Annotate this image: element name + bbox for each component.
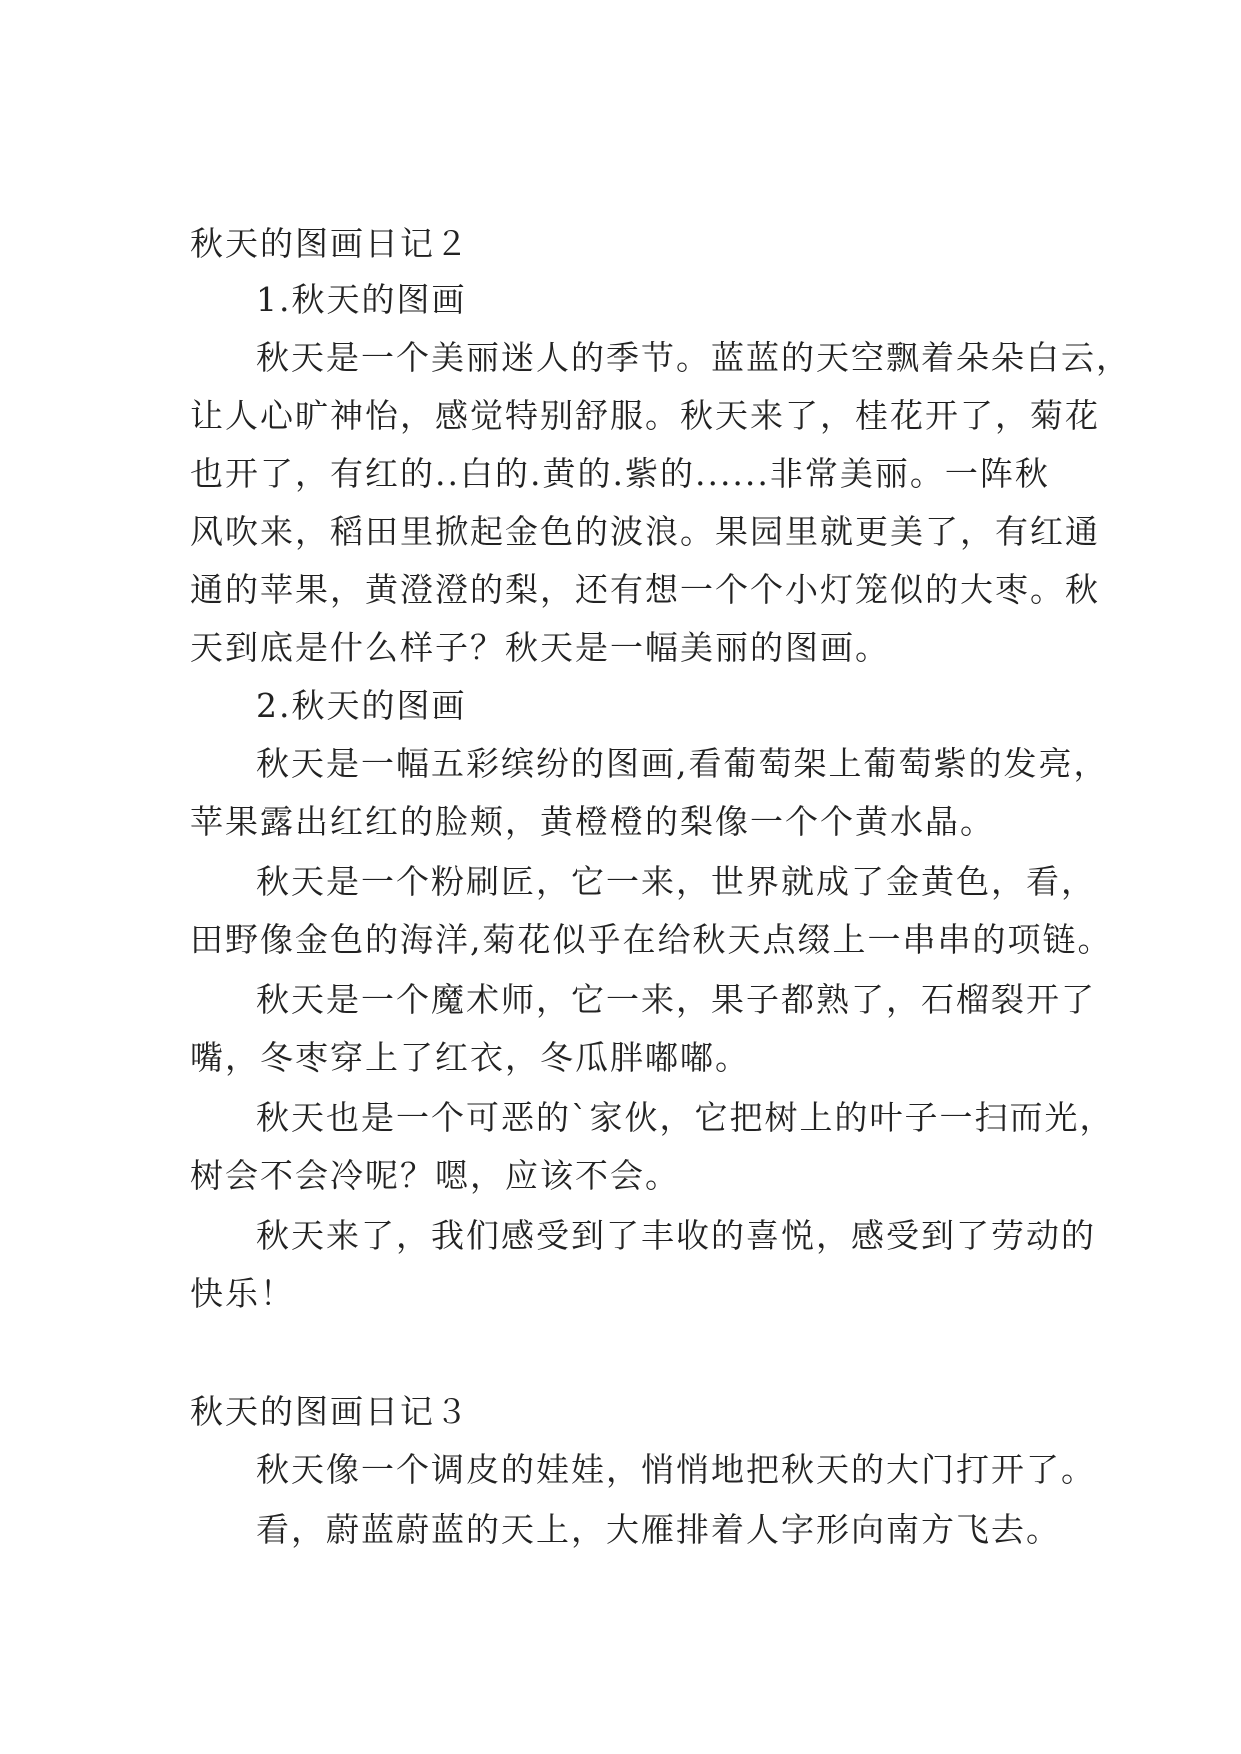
paragraph-line: 苹果露出红红的脸颊，黄橙橙的梨像一个个黄水晶。 bbox=[190, 802, 995, 841]
paragraph-line: 通的苹果，黄澄澄的梨，还有想一个个小灯笼似的大枣。秋 bbox=[190, 570, 1100, 609]
paragraph-line: 田野像金色的海洋,菊花似乎在给秋天点缀上一串串的项链。 bbox=[190, 920, 1113, 959]
paragraph-line: 也开了，有红的..白的.黄的.紫的......非常美丽。一阵秋 bbox=[190, 454, 1050, 493]
paragraph-line: 秋天像一个调皮的娃娃，悄悄地把秋天的大门打开了。 bbox=[256, 1450, 1096, 1489]
paragraph-line: 树会不会冷呢？嗯，应该不会。 bbox=[190, 1156, 680, 1195]
paragraph-line: 让人心旷神怡，感觉特别舒服。秋天来了，桂花开了，菊花 bbox=[190, 396, 1100, 435]
paragraph-line: 秋天也是一个可恶的`家伙，它把树上的叶子一扫而光， bbox=[256, 1098, 1115, 1137]
paragraph-line: 嘴，冬枣穿上了红衣，冬瓜胖嘟嘟。 bbox=[190, 1038, 750, 1077]
subheading: 1.秋天的图画 bbox=[256, 280, 467, 319]
paragraph-line: 秋天是一幅五彩缤纷的图画,看葡萄架上葡萄紫的发亮， bbox=[256, 744, 1109, 783]
paragraph-line: 看，蔚蓝蔚蓝的天上，大雁排着人字形向南方飞去。 bbox=[256, 1510, 1061, 1549]
paragraph-line: 秋天是一个粉刷匠，它一来，世界就成了金黄色，看， bbox=[256, 862, 1096, 901]
paragraph-line: 秋天是一个美丽迷人的季节。蓝蓝的天空飘着朵朵白云， bbox=[256, 338, 1131, 377]
paragraph-line: 秋天来了，我们感受到了丰收的喜悦，感受到了劳动的 bbox=[256, 1216, 1096, 1255]
subheading: 2.秋天的图画 bbox=[256, 686, 467, 725]
paragraph-line: 天到底是什么样子？秋天是一幅美丽的图画。 bbox=[190, 628, 890, 667]
paragraph-line: 快乐！ bbox=[190, 1274, 295, 1313]
section-heading: 秋天的图画日记２ bbox=[190, 224, 470, 263]
paragraph-line: 秋天是一个魔术师，它一来，果子都熟了，石榴裂开了 bbox=[256, 980, 1096, 1019]
paragraph-line: 风吹来，稻田里掀起金色的波浪。果园里就更美了，有红通 bbox=[190, 512, 1100, 551]
section-heading: 秋天的图画日记３ bbox=[190, 1392, 470, 1431]
